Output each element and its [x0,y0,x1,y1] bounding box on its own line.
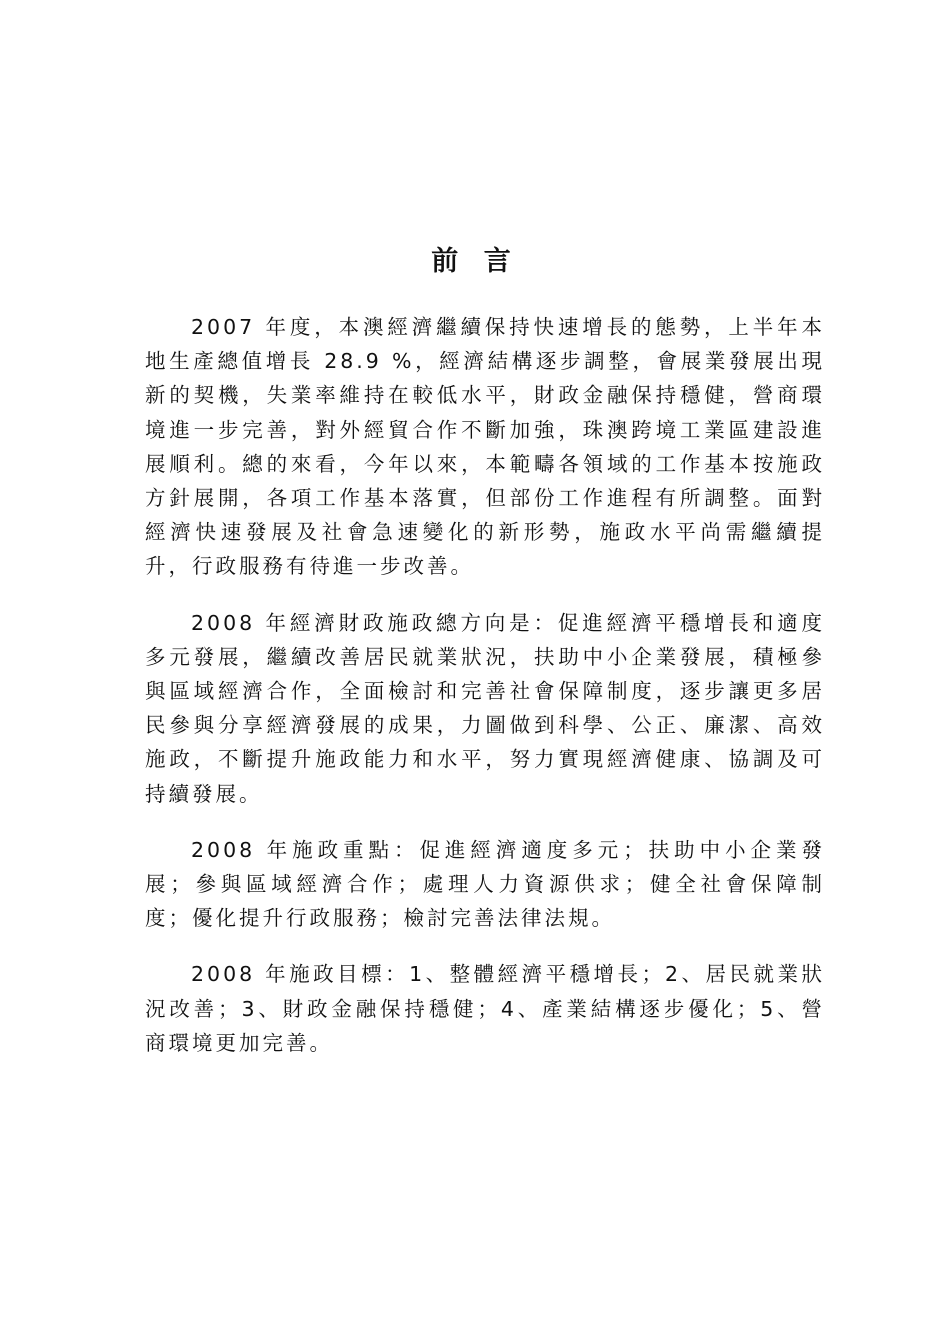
page-title: 前 言 [431,246,519,277]
paragraph-direction: 2008 年經濟財政施政總方向是：促進經濟平穩增長和適度多元發展，繼續改善居民就業狀況，扶助中小企業發展，積極參與區域經濟合作，全面檢討和完善社會保障制度，逐步讓更多居民參與分享經濟發展的成果，力圖做到科學、公正、廉潔、高效施政，不斷提升施政能力和水平，努力實現經濟健康、協調及可持續發展。 [145,610,825,806]
paragraph-focus: 2008 年施政重點：促進經濟適度多元；扶助中小企業發展；參與區域經濟合作；處理人力資源供求；健全社會保障制度；優化提升行政服務；檢討完善法律法規。 [145,837,825,931]
paragraph-overview: 2007 年度，本澳經濟繼續保持快速增長的態勢，上半年本地生產總值增長 28.9 %，經濟結構逐步調整，會展業發展出現新的契機，失業率維持在較低水平，財政金融保持穩健，營商環境進一步完善，對外經貿合作不斷加強，珠澳跨境工業區建設進展順利。總的來看，今年以來，本範疇各領域的工作基本按施政方針展開，各項工作基本落實，但部份工作進程有所調整。面對經濟快速發展及社會急速變化的新形勢，施政水平尚需繼續提升，行政服務有待進一步改善。 [145,315,825,579]
body-text [145,310,825,1082]
paragraph-goals: 2008 年施政目標：1、整體經濟平穩增長；2、居民就業狀況改善；3、財政金融保持穩健；4、產業結構逐步優化；5、營商環境更加完善。 [145,962,825,1055]
